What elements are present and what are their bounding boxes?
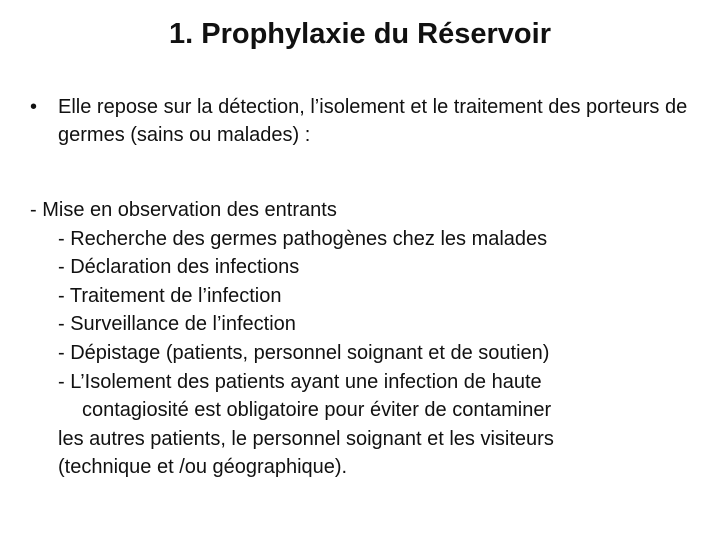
- list-item: - Surveillance de l’infection: [58, 313, 296, 336]
- list-item: - Dépistage (patients, personnel soignant et de soutien): [58, 341, 550, 364]
- list-intro: - Mise en observation des entrants: [30, 199, 337, 221]
- bullet-paragraph: [30, 93, 690, 149]
- list-item: - Recherche des germes pathogènes chez les malades: [58, 227, 548, 250]
- measures-list: [30, 196, 700, 482]
- list-item: - Déclaration des infections: [58, 256, 300, 279]
- list-continuation: (technique et /ou géographique).: [58, 456, 348, 479]
- slide-title: 1. Prophylaxie du Réservoir: [169, 18, 551, 50]
- list-continuation: les autres patients, le personnel soignant et les visiteurs: [58, 427, 554, 450]
- list-continuation: contagiosité est obligatoire pour éviter de contaminer: [82, 399, 552, 422]
- bullet-item: [30, 93, 690, 149]
- list-item: - L’Isolement des patients ayant une infection de haute: [58, 370, 542, 393]
- bullet-text: Elle repose sur la détection, l’isolement et le traitement des porteurs de germes (sains ou malades) :: [58, 96, 688, 146]
- list-item: - Traitement de l’infection: [58, 284, 282, 307]
- bullet-marker: •: [30, 96, 38, 118]
